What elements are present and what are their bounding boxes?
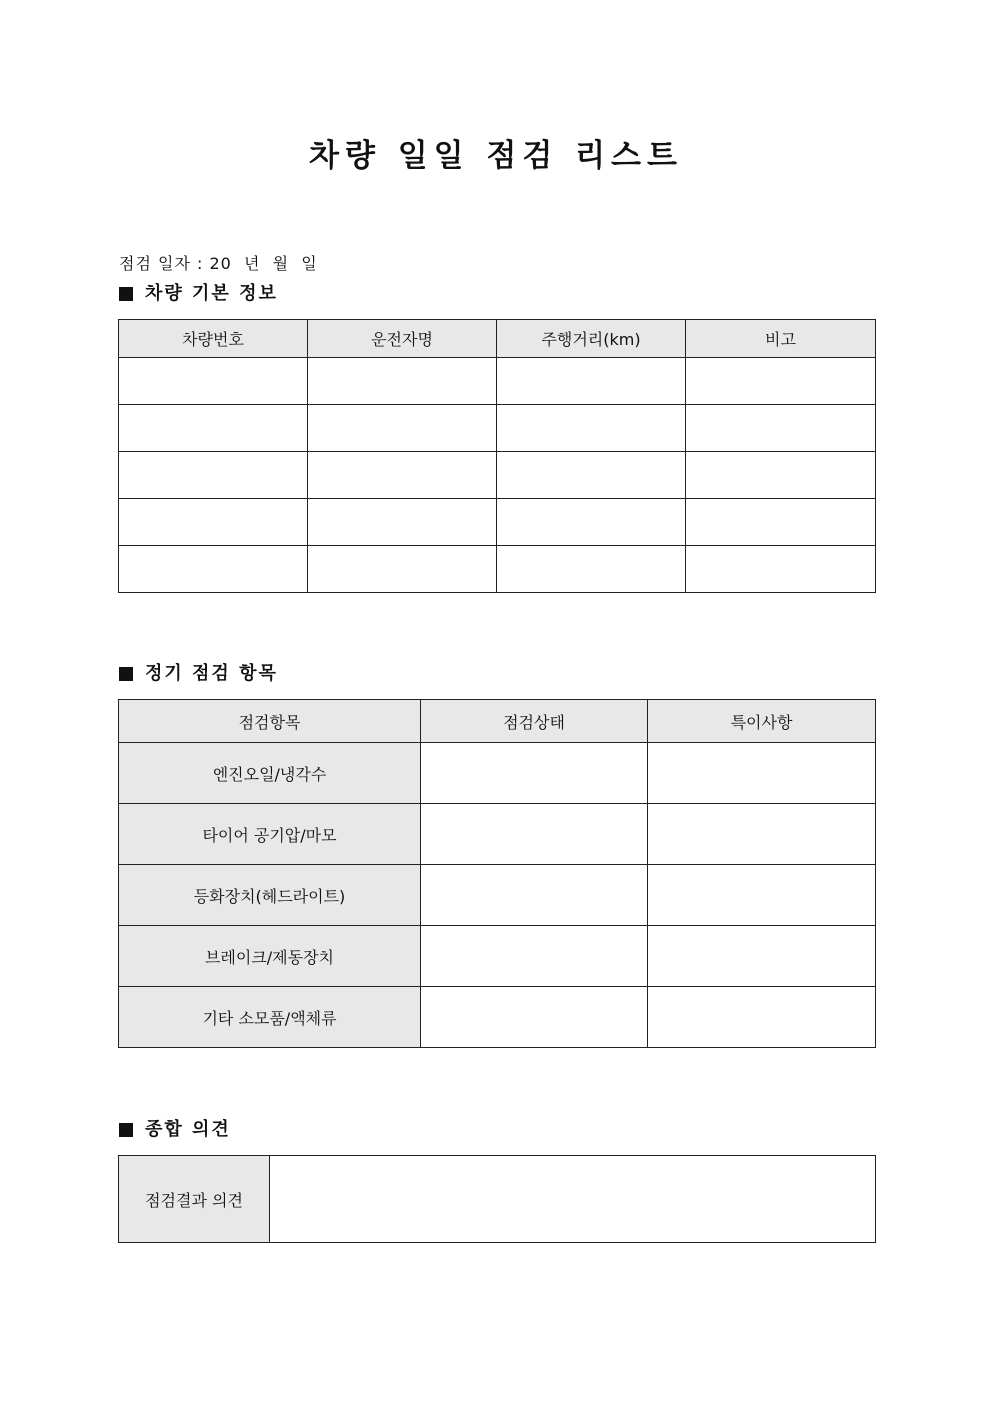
table-row [119, 987, 876, 1048]
vehicle-number-cell[interactable] [119, 452, 308, 499]
table-row [119, 405, 876, 452]
section-heading-inspection-items [119, 661, 278, 687]
table-row [119, 743, 876, 804]
table-row [119, 804, 876, 865]
inspection-item-label: 브레이크/제동장치 [119, 926, 421, 987]
inspection-status-cell[interactable] [421, 865, 648, 926]
table-row [119, 1156, 876, 1243]
section-heading-label: 종합 의견 [145, 1119, 231, 1140]
column-header-inspection-status: 점검상태 [421, 700, 648, 743]
vehicle-number-cell[interactable] [119, 358, 308, 405]
special-notes-cell[interactable] [648, 987, 876, 1048]
table-header-row [119, 700, 876, 743]
vehicle-number-cell[interactable] [119, 499, 308, 546]
inspection-item-label: 타이어 공기압/마모 [119, 804, 421, 865]
square-bullet-icon [119, 1123, 133, 1137]
inspection-item-label: 등화장치(헤드라이트) [119, 865, 421, 926]
section-heading-vehicle-info [119, 281, 278, 307]
mileage-cell[interactable] [497, 452, 686, 499]
special-notes-cell[interactable] [648, 865, 876, 926]
page-title: 차량 일일 점검 리스트 [309, 138, 683, 174]
column-header-driver-name: 운전자명 [308, 320, 497, 358]
vehicle-info-table [118, 319, 876, 593]
remarks-cell[interactable] [686, 452, 876, 499]
table-row [119, 499, 876, 546]
special-notes-cell[interactable] [648, 743, 876, 804]
square-bullet-icon [119, 667, 133, 681]
inspection-status-cell[interactable] [421, 926, 648, 987]
mileage-cell[interactable] [497, 358, 686, 405]
driver-name-cell[interactable] [308, 358, 497, 405]
inspection-status-cell[interactable] [421, 987, 648, 1048]
inspection-status-cell[interactable] [421, 743, 648, 804]
opinion-input-cell[interactable] [270, 1156, 876, 1243]
inspection-item-label: 엔진오일/냉각수 [119, 743, 421, 804]
remarks-cell[interactable] [686, 499, 876, 546]
column-header-inspection-item: 점검항목 [119, 700, 421, 743]
column-header-vehicle-number: 차량번호 [119, 320, 308, 358]
section-heading-label: 정기 점검 항목 [145, 663, 278, 684]
remarks-cell[interactable] [686, 546, 876, 593]
inspection-items-table [118, 699, 876, 1048]
column-header-mileage: 주행거리(km) [497, 320, 686, 358]
table-row [119, 926, 876, 987]
summary-opinion-table [118, 1155, 876, 1243]
section-heading-summary [119, 1117, 231, 1143]
vehicle-number-cell[interactable] [119, 546, 308, 593]
inspection-item-label: 기타 소모품/액체류 [119, 987, 421, 1048]
vehicle-number-cell[interactable] [119, 405, 308, 452]
square-bullet-icon [119, 287, 133, 301]
column-header-special-notes: 특이사항 [648, 700, 876, 743]
remarks-cell[interactable] [686, 405, 876, 452]
inspection-status-cell[interactable] [421, 804, 648, 865]
driver-name-cell[interactable] [308, 546, 497, 593]
driver-name-cell[interactable] [308, 452, 497, 499]
special-notes-cell[interactable] [648, 804, 876, 865]
mileage-cell[interactable] [497, 546, 686, 593]
table-row [119, 546, 876, 593]
mileage-cell[interactable] [497, 405, 686, 452]
table-row [119, 358, 876, 405]
table-row [119, 865, 876, 926]
table-header-row [119, 320, 876, 358]
special-notes-cell[interactable] [648, 926, 876, 987]
section-heading-label: 차량 기본 정보 [145, 283, 278, 304]
inspection-date-line: 점검 일자 : 20 년 월 일 [119, 254, 318, 273]
driver-name-cell[interactable] [308, 405, 497, 452]
remarks-cell[interactable] [686, 358, 876, 405]
column-header-remarks: 비고 [686, 320, 876, 358]
driver-name-cell[interactable] [308, 499, 497, 546]
mileage-cell[interactable] [497, 499, 686, 546]
table-row [119, 452, 876, 499]
opinion-label: 점검결과 의견 [119, 1156, 270, 1243]
